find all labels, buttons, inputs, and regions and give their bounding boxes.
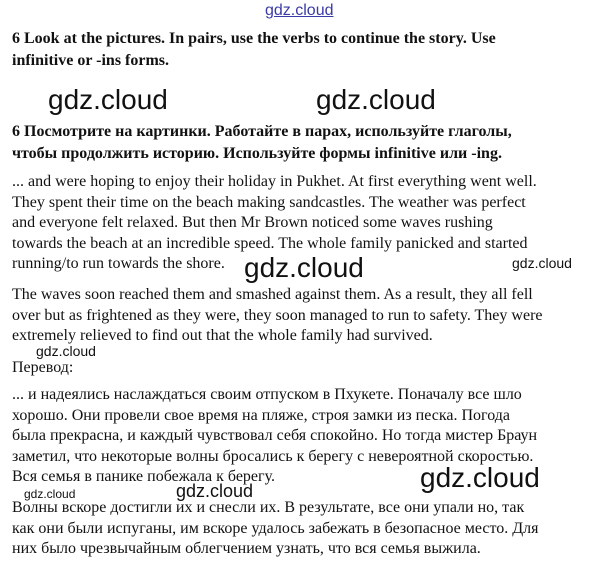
story-line: Вся семья в панике побежала к берегу. bbox=[12, 468, 275, 485]
story-english-paragraph-2 bbox=[12, 285, 594, 347]
watermark: gdz.cloud bbox=[176, 481, 254, 501]
watermark-top[interactable]: gdz.cloud bbox=[265, 2, 334, 19]
translation-label: Перевод: bbox=[12, 359, 74, 376]
watermark: gdz.cloud bbox=[512, 255, 572, 271]
task-english-line: 6 Look at the pictures. In pairs, use the verbs to continue the story. Use bbox=[12, 30, 496, 47]
story-line: The waves soon reached them and smashed against them. As a result, they all fell bbox=[12, 286, 533, 303]
story-line: Волны вскоре достигли их и снесли их. В результате, все они упали но, так bbox=[12, 499, 525, 516]
story-line: ... и надеялись наслаждаться своим отпуском в Пхукете. Поначалу все шло bbox=[12, 386, 522, 403]
task-english bbox=[12, 28, 594, 72]
story-line: They spent their time on the beach making sandcastles. The weather was perfect bbox=[12, 193, 526, 211]
story-line: была прекрасна, и каждый чувствовал себя спокойно. Но тогда мистер Браун bbox=[12, 427, 538, 444]
story-line: over but as frightened as they were, they soon managed to run to safety. They were bbox=[12, 306, 543, 324]
story-line: хорошо. Они провели свое время на пляже, строя замки из песка. Погода bbox=[12, 406, 510, 424]
watermark: gdz.cloud bbox=[316, 84, 436, 115]
story-line: ... and were hoping to enjoy their holiday in Pukhet. At first everything went well. bbox=[12, 173, 537, 190]
task-russian bbox=[12, 121, 594, 165]
story-russian-paragraph-2 bbox=[12, 498, 594, 560]
story-line: заметил, что некоторые волны бросались к берегу с невероятной скоростью. bbox=[12, 447, 534, 465]
watermark: gdz.cloud bbox=[48, 84, 168, 115]
watermark: gdz.cloud bbox=[24, 487, 76, 501]
task-russian-line: 6 Посмотрите на картинки. Работайте в парах, используйте глаголы, bbox=[12, 123, 512, 140]
story-line: towards the beach at an incredible speed. The whole family panicked and started bbox=[12, 234, 528, 252]
task-english-line: infinitive or -ins forms. bbox=[12, 52, 170, 69]
watermark: gdz.cloud bbox=[36, 343, 96, 359]
story-line: как они были испуганы, им вскоре удалось забежать в безопасное место. Для bbox=[12, 519, 539, 537]
story-line: extremely relieved to find out that the whole family had survived. bbox=[12, 327, 433, 344]
watermark: gdz.cloud bbox=[420, 462, 540, 493]
watermark: gdz.cloud bbox=[244, 252, 364, 283]
story-line: and everyone felt relaxed. But then Mr Brown noticed some waves rushing bbox=[12, 214, 493, 231]
task-russian-line: чтобы продолжить историю. Используйте формы infinitive или -ing. bbox=[12, 145, 502, 162]
story-line: них было чрезвычайным облегчением узнать, что вся семья выжила. bbox=[12, 540, 481, 557]
story-line: running/to run towards the shore. bbox=[12, 255, 225, 272]
